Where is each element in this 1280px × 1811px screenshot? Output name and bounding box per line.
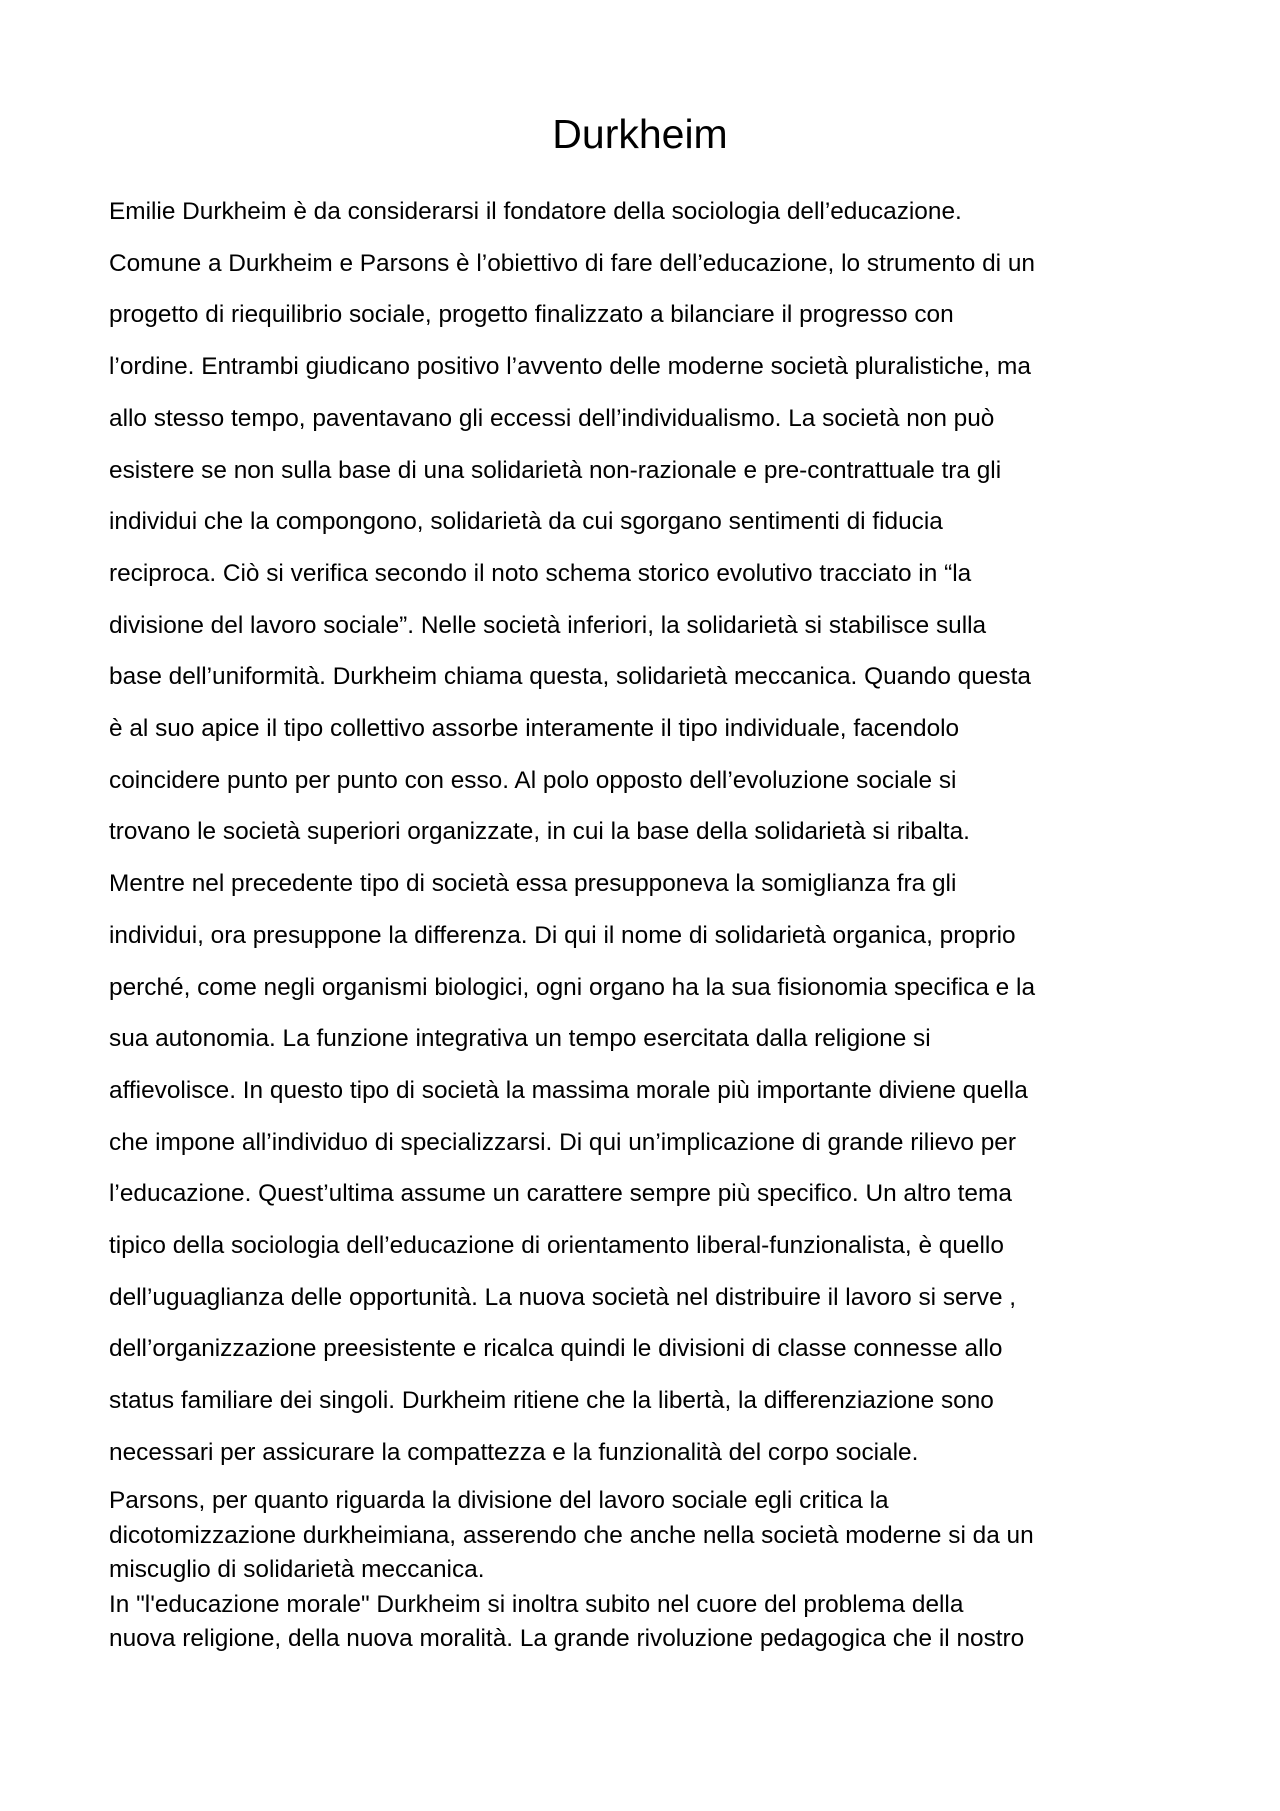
paragraph-2-line: In "l'educazione morale" Durkheim si inoltra subito nel cuore del problema della — [109, 1590, 964, 1618]
paragraph-1-line: necessari per assicurare la compattezza e la funzionalità del corpo sociale. — [109, 1438, 919, 1466]
paragraph-1-line: coincidere punto per punto con esso. Al polo opposto dell’evoluzione sociale si — [109, 766, 957, 794]
paragraph-1-line: l’educazione. Quest’ultima assume un carattere sempre più specifico. Un altro tema — [109, 1180, 1012, 1208]
paragraph-1-line: status familiare dei singoli. Durkheim ritiene che la libertà, la differenziazione sono — [109, 1387, 994, 1415]
paragraph-1-line: reciproca. Ciò si verifica secondo il noto schema storico evolutivo tracciato in “la — [109, 559, 972, 587]
paragraph-1-line: che impone all’individuo di specializzarsi. Di qui un’implicazione di grande rilievo per — [109, 1128, 1016, 1156]
body-paragraph-2 — [109, 1484, 1209, 1657]
paragraph-2-line: miscuglio di solidarietà meccanica. — [109, 1556, 485, 1583]
paragraph-1-line: sua autonomia. La funzione integrativa un tempo esercitata dalla religione si — [109, 1025, 931, 1053]
body-paragraph-1 — [109, 186, 1209, 1479]
paragraph-1-line: esistere se non sulla base di una solidarietà non-razionale e pre-contrattuale tra gli — [109, 456, 1002, 484]
paragraph-1-line: perché, come negli organismi biologici, ogni organo ha la sua fisionomia specifica e la — [109, 973, 1036, 1001]
page-title: Durkheim — [552, 111, 728, 157]
paragraph-1-line: base dell’uniformità. Durkheim chiama questa, solidarietà meccanica. Quando questa — [109, 663, 1031, 691]
paragraph-1-line: allo stesso tempo, paventavano gli eccessi dell’individualismo. La società non può — [109, 404, 995, 432]
paragraph-2-line: dicotomizzazione durkheimiana, asserendo che anche nella società moderne si da un — [109, 1521, 1034, 1549]
paragraph-1-line: individui, ora presuppone la differenza. Di qui il nome di solidarietà organica, proprio — [109, 921, 1016, 949]
paragraph-1-line: Comune a Durkheim e Parsons è l’obiettivo di fare dell’educazione, lo strumento di un — [109, 249, 1035, 277]
paragraph-1-line: trovano le società superiori organizzate, in cui la base della solidarietà si ribalta. — [109, 818, 970, 846]
paragraph-1-line: tipico della sociologia dell’educazione di orientamento liberal-funzionalista, è quello — [109, 1232, 1004, 1260]
paragraph-1-line: Emilie Durkheim è da considerarsi il fondatore della sociologia dell’educazione. — [109, 198, 962, 225]
paragraph-1-line: dell’uguaglianza delle opportunità. La nuova società nel distribuire il lavoro si serve , — [109, 1283, 1017, 1311]
paragraph-1-line: divisione del lavoro sociale”. Nelle società inferiori, la solidarietà si stabilisce sulla — [109, 611, 987, 639]
paragraph-1-line: Mentre nel precedente tipo di società essa presupponeva la somiglianza fra gli — [109, 870, 957, 898]
paragraph-1-line: progetto di riequilibrio sociale, progetto finalizzato a bilanciare il progresso con — [109, 301, 954, 329]
paragraph-1-line: è al suo apice il tipo collettivo assorbe interamente il tipo individuale, facendolo — [109, 715, 960, 743]
paragraph-1-line: individui che la compongono, solidarietà da cui sgorgano sentimenti di fiducia — [109, 508, 943, 536]
paragraph-2-line: Parsons, per quanto riguarda la divisione del lavoro sociale egli critica la — [109, 1487, 889, 1514]
paragraph-1-line: l’ordine. Entrambi giudicano positivo l’avvento delle moderne società pluralistiche, ma — [109, 353, 1031, 381]
paragraph-2-line: nuova religione, della nuova moralità. La grande rivoluzione pedagogica che il nostro — [109, 1625, 1025, 1652]
paragraph-1-line: affievolisce. In questo tipo di società la massima morale più importante diviene quella — [109, 1076, 1028, 1104]
paragraph-1-line: dell’organizzazione preesistente e ricalca quindi le divisioni di classe connesse allo — [109, 1335, 1003, 1363]
